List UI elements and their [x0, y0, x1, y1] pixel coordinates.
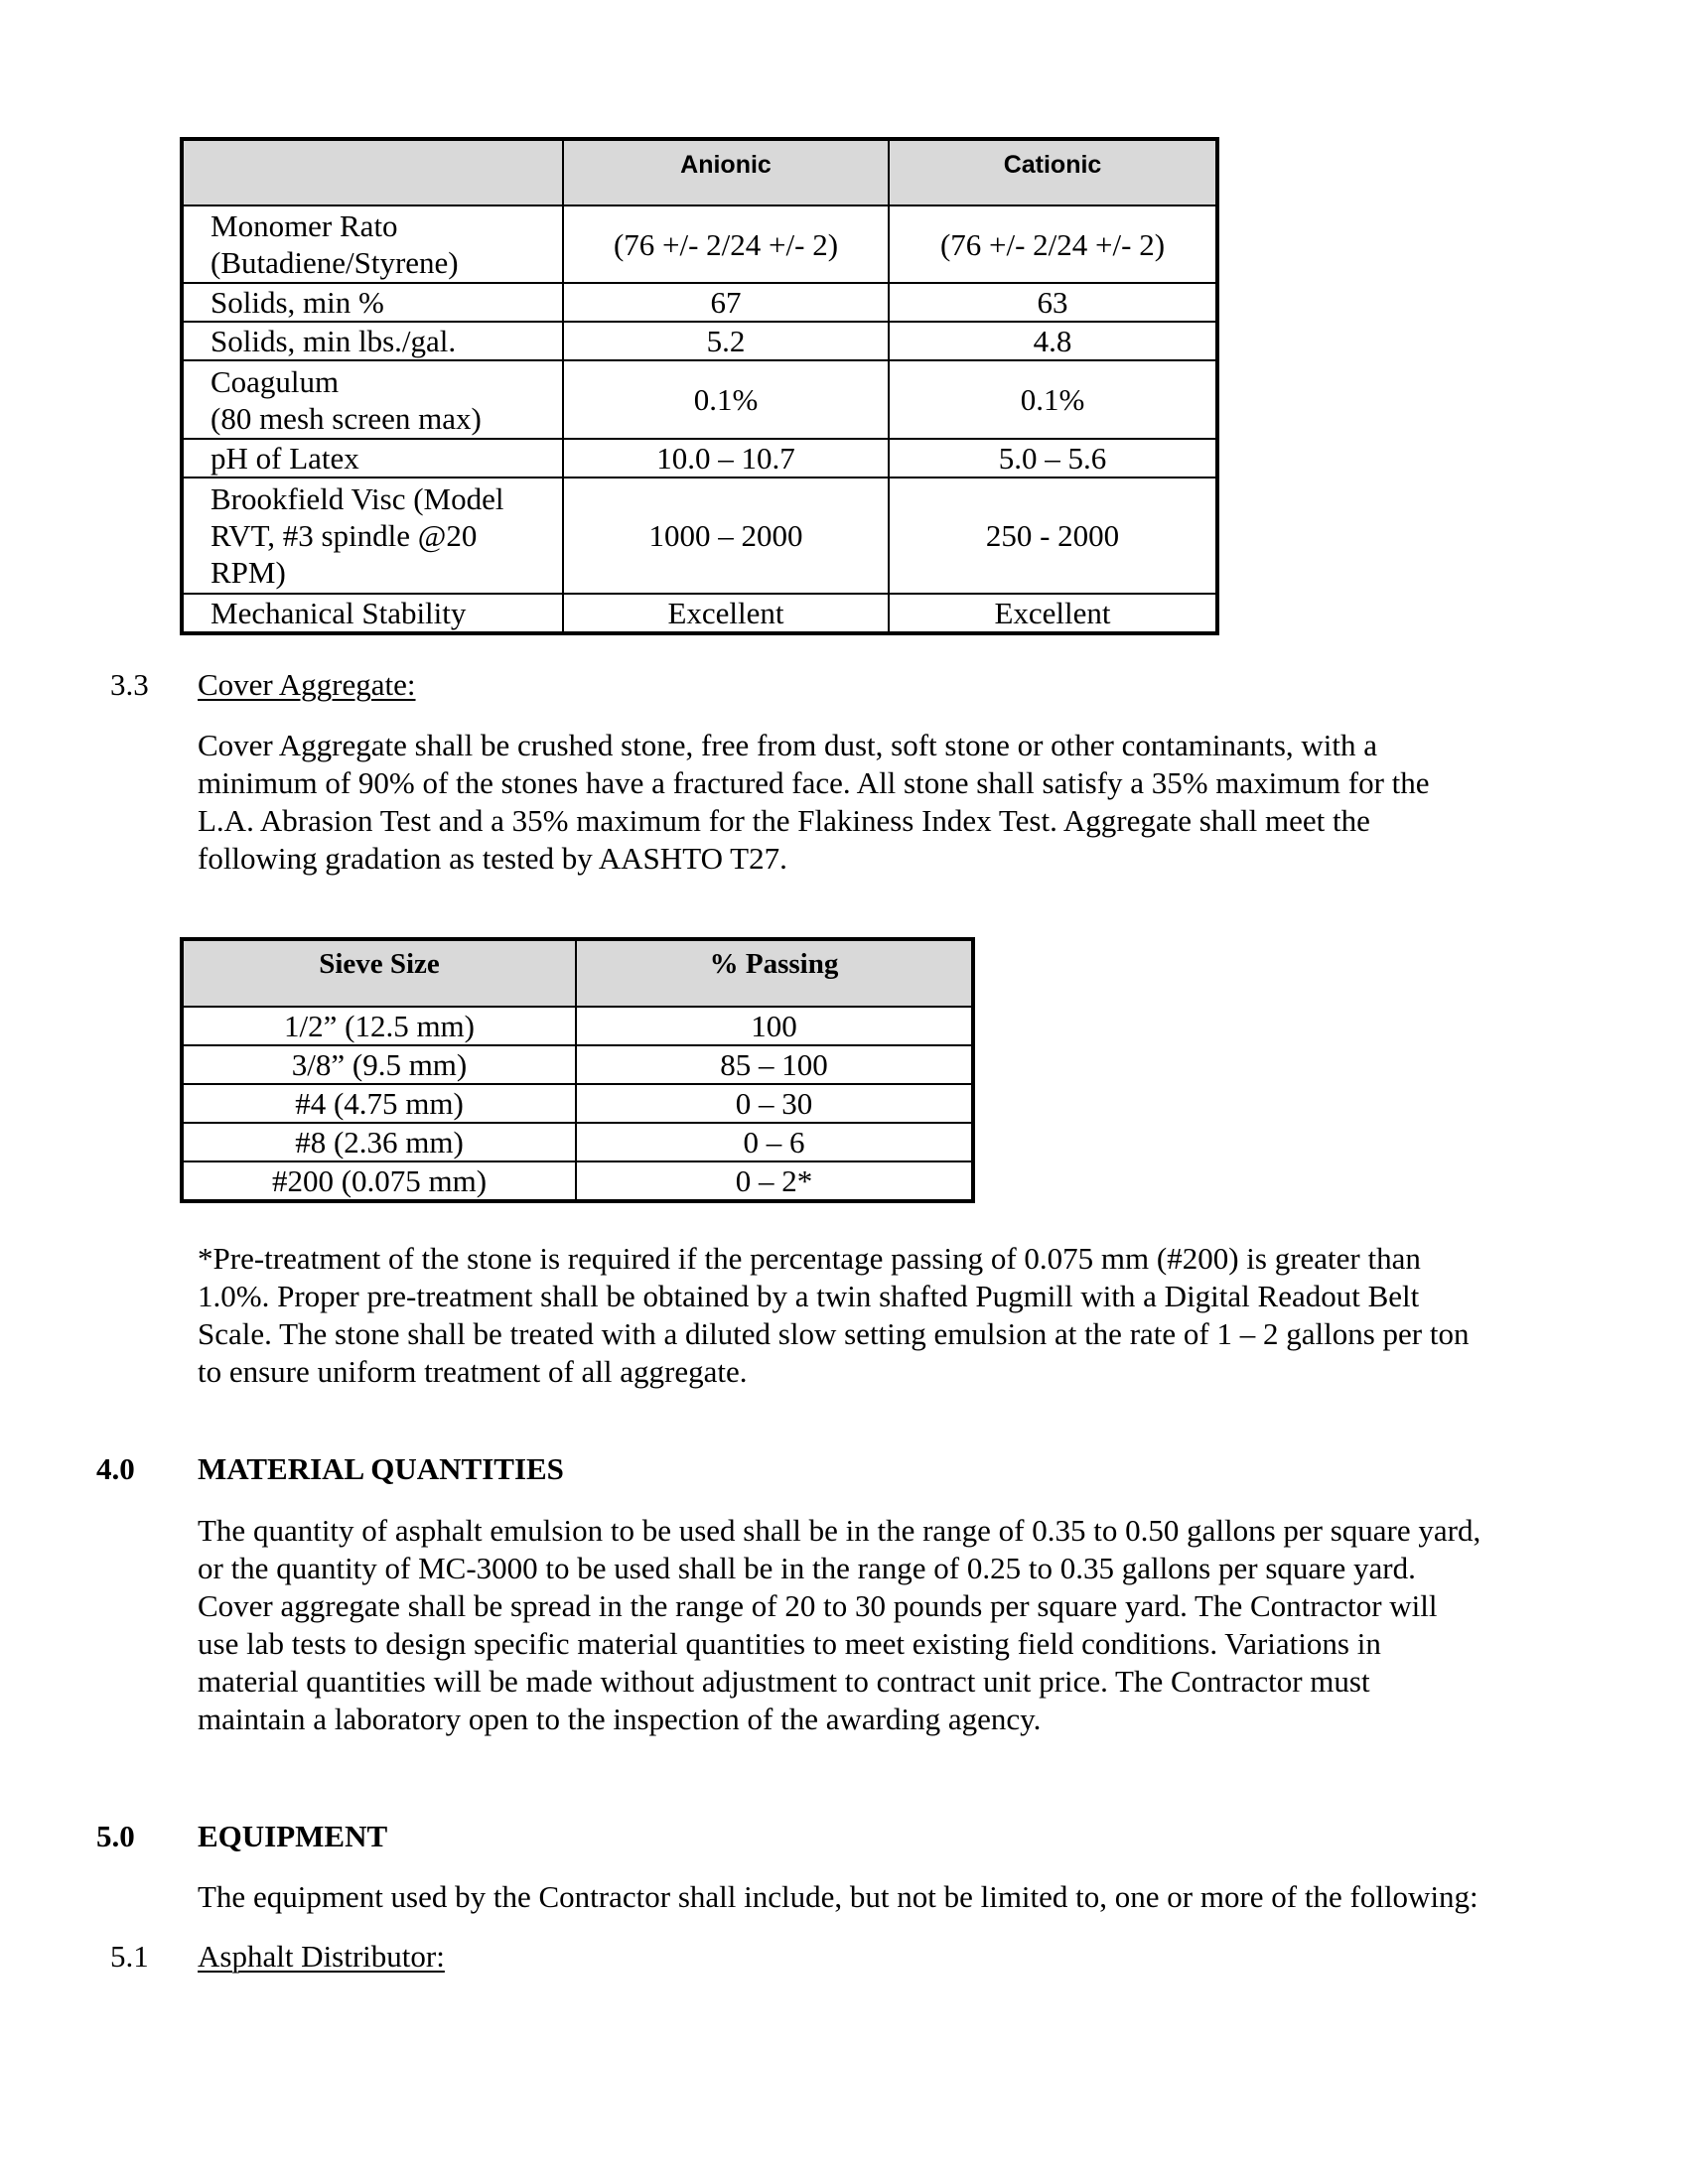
- anionic-value: (76 +/- 2/24 +/- 2): [563, 205, 889, 283]
- row-label: Brookfield Visc (Model RVT, #3 spindle @20 RPM): [182, 478, 563, 594]
- sieve-size: 3/8” (9.5 mm): [182, 1045, 576, 1084]
- anionic-value: Excellent: [563, 594, 889, 633]
- anionic-value: 5.2: [563, 322, 889, 360]
- sieve-size: #4 (4.75 mm): [182, 1084, 576, 1123]
- percent-passing: 0 – 6: [576, 1123, 973, 1161]
- anionic-value: 67: [563, 283, 889, 322]
- row-label: pH of Latex: [182, 439, 563, 478]
- sieve-size: 1/2” (12.5 mm): [182, 1007, 576, 1045]
- cationic-value: 4.8: [889, 322, 1217, 360]
- table-header-row: [182, 139, 1217, 205]
- section-paragraph: Cover Aggregate shall be crushed stone, free from dust, soft stone or other contaminants, with a minimum of 90% of the stones have a fractured face. All stone shall satisfy a 35% maximum for the L.A. Abrasion Test and a 35% maximum for the Flakiness Index Test. Aggregate shall meet the following gradation as tested by AASHTO T27.: [198, 728, 1430, 876]
- section-number: 3.3: [110, 667, 149, 702]
- table-row: [182, 283, 1217, 322]
- section-title: MATERIAL QUANTITIES: [198, 1451, 564, 1486]
- anionic-value: 10.0 – 10.7: [563, 439, 889, 478]
- section-title: Cover Aggregate:: [198, 667, 416, 702]
- table-row: [182, 1161, 973, 1201]
- row-label: Coagulum (80 mesh screen max): [182, 360, 563, 439]
- table-row: [182, 360, 1217, 439]
- section-paragraph: The equipment used by the Contractor shall include, but not be limited to, one or more of the following:: [198, 1879, 1478, 1914]
- row-label: Solids, min %: [182, 283, 563, 322]
- table-header-row: [182, 939, 973, 1007]
- row-label: Mechanical Stability: [182, 594, 563, 633]
- table-row: [182, 205, 1217, 283]
- table-header-cationic: Cationic: [889, 139, 1217, 205]
- section-title: Asphalt Distributor:: [198, 1939, 445, 1974]
- section-number: 5.0: [96, 1819, 135, 1853]
- table-row: [182, 1007, 973, 1045]
- sieve-size: #8 (2.36 mm): [182, 1123, 576, 1161]
- table-row: [182, 1123, 973, 1161]
- row-label: Solids, min lbs./gal.: [182, 322, 563, 360]
- table-row: [182, 594, 1217, 633]
- section-paragraph: The quantity of asphalt emulsion to be used shall be in the range of 0.35 to 0.50 gallons per square yard, or the quantity of MC-3000 to be used shall be in the range of 0.25 to 0.35 gallons per square yard. Cover aggregate shall be spread in the range of 20 to 30 pounds per square yard. The Contractor will use lab tests to design specific material quantities to meet existing field conditions. Variations in material quantities will be made without adjustment to contract unit price. The Contractor must maintain a laboratory open to the inspection of the awarding agency.: [198, 1513, 1481, 1736]
- sieve-gradation-table: [180, 937, 975, 1203]
- cationic-value: 63: [889, 283, 1217, 322]
- table-row: [182, 478, 1217, 594]
- cationic-value: 0.1%: [889, 360, 1217, 439]
- cationic-value: 5.0 – 5.6: [889, 439, 1217, 478]
- sieve-size: #200 (0.075 mm): [182, 1161, 576, 1201]
- percent-passing: 100: [576, 1007, 973, 1045]
- table-row: [182, 1045, 973, 1084]
- anionic-value: 0.1%: [563, 360, 889, 439]
- table-row: [182, 1084, 973, 1123]
- table-header-empty: [182, 139, 563, 205]
- footnote-paragraph: *Pre-treatment of the stone is required if the percentage passing of 0.075 mm (#200) is greater than 1.0%. Proper pre-treatment shall be obtained by a twin shafted Pugmill with a Digital Readout Belt Scale. The stone shall be treated with a diluted slow setting emulsion at the rate of 1 – 2 gallons per ton to ensure uniform treatment of all aggregate.: [198, 1241, 1470, 1389]
- table-row: [182, 439, 1217, 478]
- table-header-percent-passing: % Passing: [576, 939, 973, 1007]
- row-label: Monomer Rato (Butadiene/Styrene): [182, 205, 563, 283]
- percent-passing: 0 – 2*: [576, 1161, 973, 1201]
- table-header-sieve-size: Sieve Size: [182, 939, 576, 1007]
- cationic-value: (76 +/- 2/24 +/- 2): [889, 205, 1217, 283]
- percent-passing: 85 – 100: [576, 1045, 973, 1084]
- latex-properties-table: [180, 137, 1219, 635]
- section-number: 4.0: [96, 1451, 135, 1486]
- percent-passing: 0 – 30: [576, 1084, 973, 1123]
- section-number: 5.1: [110, 1939, 149, 1974]
- table-header-anionic: Anionic: [563, 139, 889, 205]
- cationic-value: 250 - 2000: [889, 478, 1217, 594]
- anionic-value: 1000 – 2000: [563, 478, 889, 594]
- table-row: [182, 322, 1217, 360]
- cationic-value: Excellent: [889, 594, 1217, 633]
- section-title: EQUIPMENT: [198, 1819, 388, 1853]
